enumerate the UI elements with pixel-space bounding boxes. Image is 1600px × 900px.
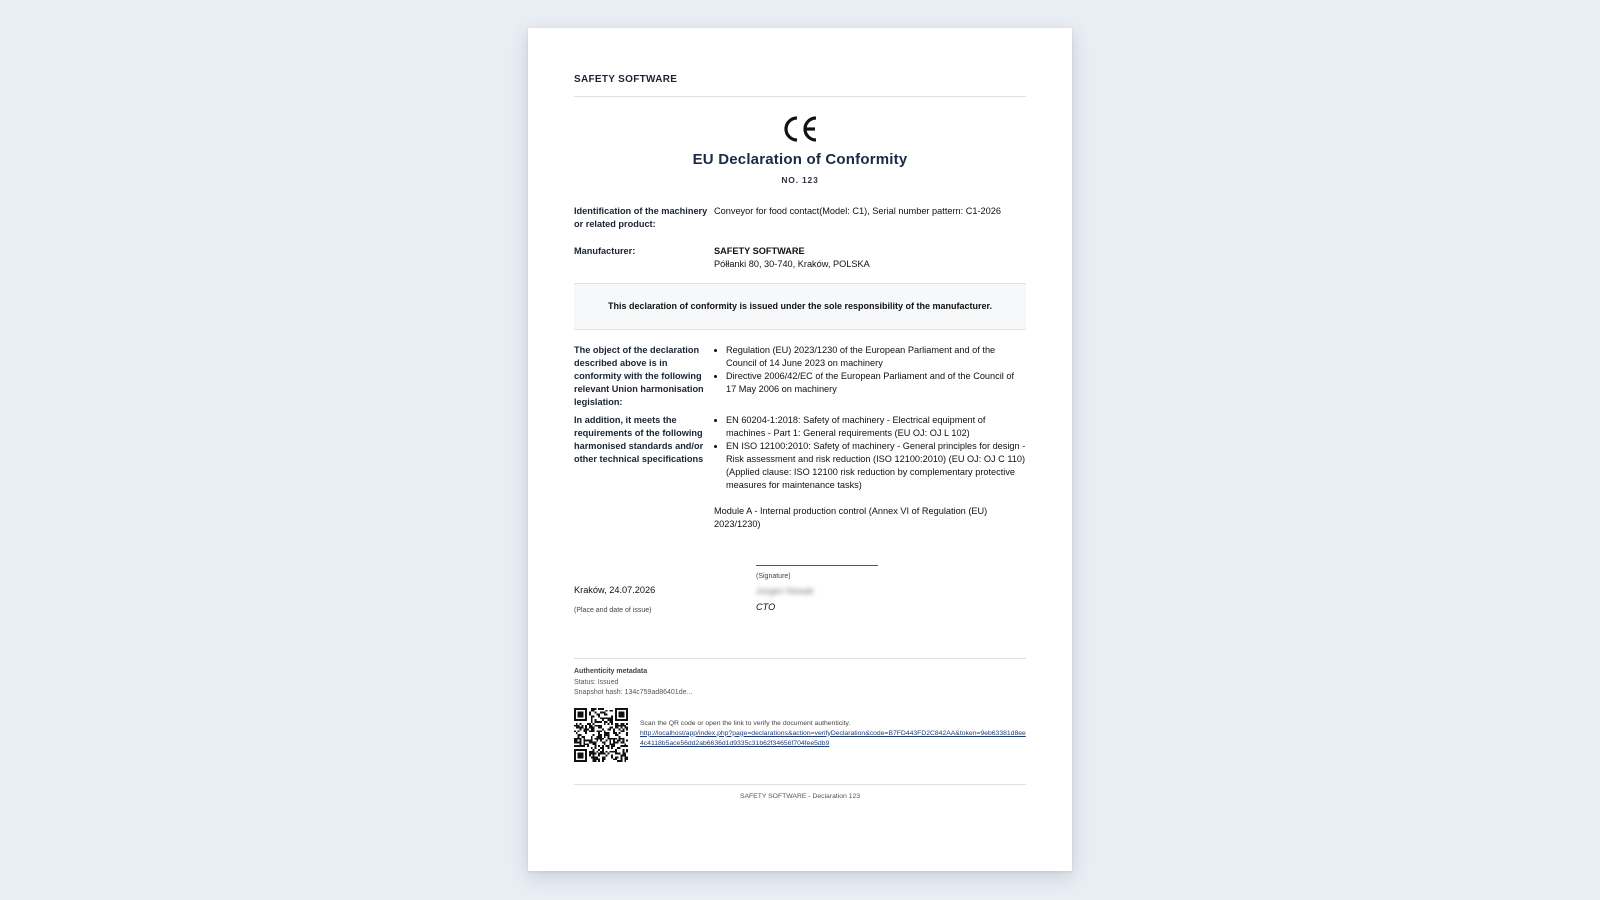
metadata-title: Authenticity metadata <box>574 668 648 675</box>
legislation-item: • Directive 2006/42/EC of the European Parliament and of the Council of 17 May 2006 on machinery <box>726 370 1026 396</box>
manufacturer-name: SAFETY SOFTWARE <box>714 246 805 256</box>
verification-row <box>574 708 1026 762</box>
standard-item: • EN ISO 12100:2010: Safety of machinery - General principles for design - Risk assessment and risk reduction (ISO 12100:2010) (EU OJ: OJ C 110) (Applied clause: ISO 12100 risk reduction by complementary protective measures for maintenance tasks) <box>726 440 1026 492</box>
metadata-hash: Snapshot hash: 134c759ad86401de... <box>574 689 693 696</box>
header-brand: SAFETY SOFTWARE <box>574 74 678 85</box>
standard-item: • EN 60204-1:2018: Safety of machinery - Electrical equipment of machines - Part 1: General requirements (EU OJ: OJ L 102) <box>726 414 1026 440</box>
signature-area <box>574 548 1026 658</box>
verification-link[interactable]: http://localhost/app/index.php?page=declarations&action=verifyDeclaration&code=B7FD443FD2C842AA&token=9eb63381d8ee4c4118b5ace56dd2ab6636d1d9335c31b62f34656f704fee5db9 <box>640 729 1026 747</box>
signatory-name: Jurgen Nowak <box>756 586 814 596</box>
manufacturer-value <box>714 245 1026 271</box>
signature-line <box>756 565 878 566</box>
standards-label: In addition, it meets the requirements of the following harmonised standards and/or other technical specifications <box>574 415 704 464</box>
signature-caption: (Signature) <box>756 573 791 580</box>
ce-mark-icon <box>574 115 1026 145</box>
metadata-divider <box>574 658 1026 659</box>
declaration-page <box>528 28 1072 871</box>
qr-code-icon[interactable] <box>574 708 628 762</box>
signatory-role: CTO <box>756 602 776 612</box>
verification-instruction: Scan the QR code or open the link to verify the document authenticity. <box>640 719 851 727</box>
manufacturer-label: Manufacturer: <box>574 246 636 256</box>
identification-row <box>574 205 1026 231</box>
legislation-list <box>714 344 1026 409</box>
standards-row <box>574 414 1026 531</box>
conformity-module: Module A - Internal production control (Annex VI of Regulation (EU) 2023/1230) <box>714 506 988 529</box>
header-divider <box>574 96 1026 97</box>
manufacturer-row <box>574 245 1026 271</box>
identification-label: Identification of the machinery or related product: <box>574 206 708 229</box>
declaration-title: EU Declaration of Conformity <box>692 151 908 168</box>
metadata-status: Status: Issued <box>574 678 619 686</box>
declaration-number: NO. 123 <box>781 175 819 185</box>
responsibility-notice: This declaration of conformity is issued under the sole responsibility of the manufacturer. <box>574 283 1026 330</box>
manufacturer-address: Półłanki 80, 30-740, Kraków, POLSKA <box>714 259 870 269</box>
legislation-label: The object of the declaration described above is in conformity with the following relevant Union harmonisation legislation: <box>574 345 704 407</box>
legislation-item: • Regulation (EU) 2023/1230 of the European Parliament and of the Council of 14 June 2023 on machinery <box>726 344 1026 370</box>
place-date-caption: (Place and date of issue) <box>574 607 652 614</box>
page-footer: SAFETY SOFTWARE - Declaration 123 <box>739 792 861 800</box>
footer-divider <box>574 784 1026 785</box>
authenticity-metadata <box>574 667 1026 699</box>
verification-text <box>640 719 1026 762</box>
legislation-row <box>574 344 1026 409</box>
identification-value: Conveyor for food contact(Model: C1), Serial number pattern: C1-2026 <box>714 206 1001 216</box>
place-date: Kraków, 24.07.2026 <box>574 585 656 595</box>
standards-list <box>714 414 1026 531</box>
